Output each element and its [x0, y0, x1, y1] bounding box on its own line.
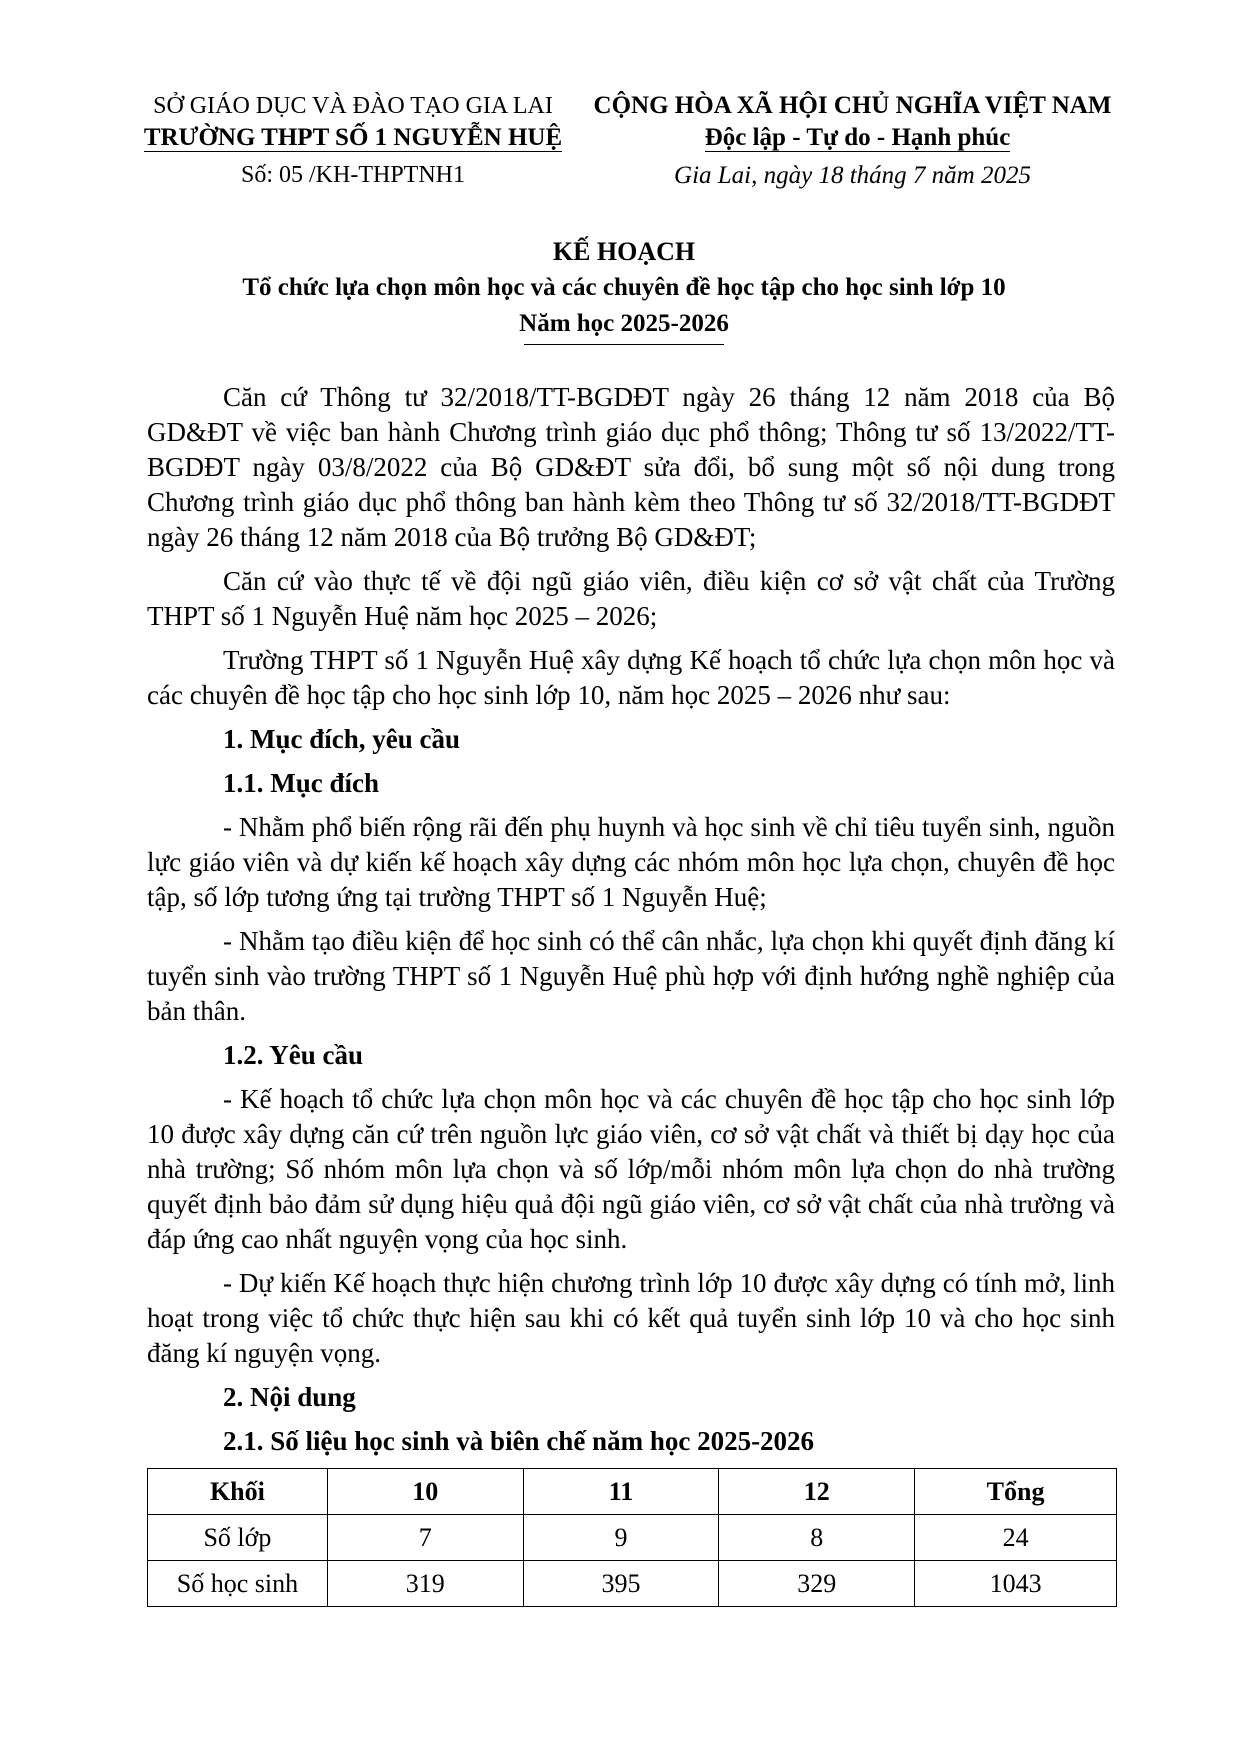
table-cell: 8 — [719, 1515, 915, 1561]
section-heading-2-1: 2.1. Số liệu học sinh và biên chế năm học 2025-2026 — [223, 1426, 815, 1456]
table-header-cell: Tổng — [915, 1469, 1117, 1515]
table-cell: 24 — [915, 1515, 1117, 1561]
table-cell: 1043 — [915, 1561, 1117, 1607]
section-heading-1-1: 1.1. Mục đích — [223, 768, 380, 798]
paragraph-purpose-2: - Nhằm tạo điều kiện để học sinh có thể cân nhắc, lựa chọn khi quyết định đăng kí tuyển sinh vào trường THPT số 1 Nguyễn Huệ phù hợp với định hướng nghề nghiệp của bản thân. — [147, 926, 1115, 1026]
table-cell: 395 — [523, 1561, 719, 1607]
document-body — [147, 380, 1115, 1468]
paragraph-intro: Trường THPT số 1 Nguyễn Huệ xây dựng Kế hoạch tổ chức lựa chọn môn học và các chuyên đề học tập cho học sinh lớp 10, năm học 2025 – 2026 như sau: — [147, 645, 1115, 710]
document-reference-number: Số: 05 /KH-THPTNH1 — [240, 162, 465, 188]
national-motto: Độc lập - Tự do - Hạnh phúc — [704, 124, 1011, 151]
section-heading-2: 2. Nội dung — [223, 1382, 356, 1412]
table-header-row — [148, 1469, 1117, 1515]
section-heading-1-2: 1.2. Yêu cầu — [223, 1040, 363, 1070]
document-title-block — [128, 234, 1120, 345]
paragraph-requirement-1: - Kế hoạch tổ chức lựa chọn môn học và các chuyên đề học tập cho học sinh lớp 10 được xây dựng căn cứ trên nguồn lực giáo viên, cơ sở vật chất và thiết bị dạy học của nhà trường; Số nhóm môn lựa chọn và số lớp/mỗi nhóm môn lựa chọn do nhà trường quyết định bảo đảm sử dụng hiệu quả đội ngũ giáo viên, cơ sở vật chất của nhà trường và đáp ứng cao nhất nguyện vọng của học sinh. — [147, 1084, 1115, 1254]
title-underline — [524, 344, 724, 345]
table-header-cell: Khối — [148, 1469, 328, 1515]
issuing-agency-block — [128, 90, 578, 154]
document-subtitle: Tổ chức lựa chọn môn học và các chuyên đề học tập cho học sinh lớp 10 — [242, 274, 1006, 301]
department-name: SỞ GIÁO DỤC VÀ ĐÀO TẠO GIA LAI — [153, 93, 553, 119]
national-motto-block — [585, 90, 1120, 154]
paragraph-legal-basis-1: Căn cứ Thông tư 32/2018/TT-BGDĐT ngày 26 tháng 12 năm 2018 của Bộ GD&ĐT về việc ban hành Chương trình giáo dục phổ thông; Thông tư số 13/2022/TT-BGDĐT ngày 03/8/2022 của Bộ GD&ĐT sửa đổi, bổ sung một số nội dung trong Chương trình giáo dục phổ thông ban hành kèm theo Thông tư số 32/2018/TT-BGDĐT ngày 26 tháng 12 năm 2018 của Bộ trưởng Bộ GD&ĐT; — [147, 382, 1115, 552]
table-row — [148, 1561, 1117, 1607]
school-year: Năm học 2025-2026 — [519, 310, 729, 337]
table-cell: Số lớp — [148, 1515, 328, 1561]
document-date: Gia Lai, ngày 18 tháng 7 năm 2025 — [674, 162, 1031, 189]
student-statistics-table — [147, 1468, 1117, 1607]
table-row — [148, 1515, 1117, 1561]
paragraph-requirement-2: - Dự kiến Kế hoạch thực hiện chương trình lớp 10 được xây dựng có tính mở, linh hoạt trong việc tổ chức thực hiện sau khi có kết quả tuyển sinh lớp 10 và cho học sinh đăng kí nguyện vọng. — [147, 1268, 1115, 1368]
table-cell: 319 — [327, 1561, 523, 1607]
paragraph-purpose-1: - Nhằm phổ biến rộng rãi đến phụ huynh và học sinh về chỉ tiêu tuyển sinh, nguồn lực giáo viên và dự kiến kế hoạch xây dựng các nhóm môn học lựa chọn, chuyên đề học tập, số lớp tương ứng tại trường THPT số 1 Nguyễn Huệ; — [147, 812, 1115, 912]
document-title: KẾ HOẠCH — [552, 237, 696, 266]
table-cell: 9 — [523, 1515, 719, 1561]
table-cell: 329 — [719, 1561, 915, 1607]
table-cell: Số học sinh — [148, 1561, 328, 1607]
table-header-cell: 11 — [523, 1469, 719, 1515]
table-header-cell: 12 — [719, 1469, 915, 1515]
country-name: CỘNG HÒA XÃ HỘI CHỦ NGHĨA VIỆT NAM — [593, 92, 1112, 119]
section-heading-1: 1. Mục đích, yêu cầu — [223, 724, 461, 754]
table-header-cell: 10 — [327, 1469, 523, 1515]
table-cell: 7 — [327, 1515, 523, 1561]
paragraph-legal-basis-2: Căn cứ vào thực tế về đội ngũ giáo viên, điều kiện cơ sở vật chất của Trường THPT số 1 Nguyễn Huệ năm học 2025 – 2026; — [147, 566, 1115, 631]
school-name: TRƯỜNG THPT SỐ 1 NGUYỄN HUỆ — [143, 124, 563, 151]
